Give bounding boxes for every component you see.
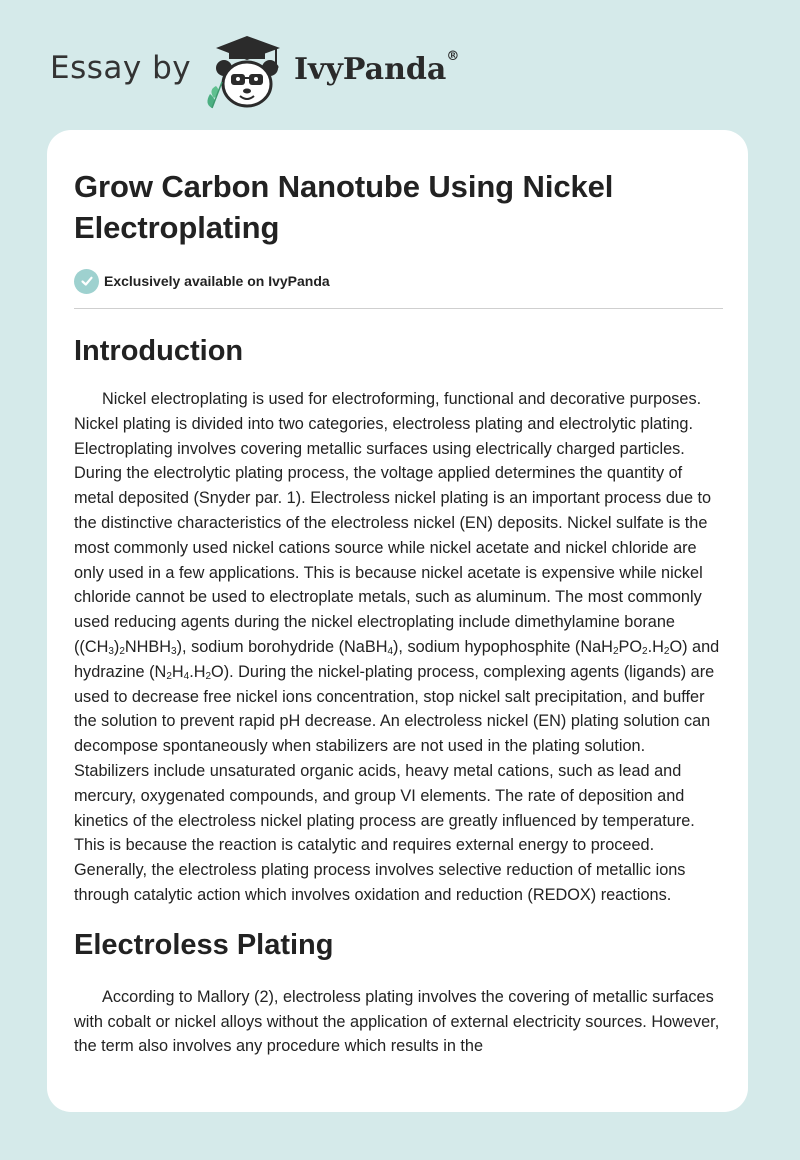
essay-by-label: Essay by [50, 50, 192, 86]
article-title: Grow Carbon Nanotube Using Nickel Electroplating [74, 169, 614, 245]
ivypanda-logo-icon[interactable] [202, 34, 292, 110]
article-card [47, 130, 748, 1112]
exclusive-badge [74, 268, 722, 294]
site-header [50, 30, 550, 110]
exclusive-text: Exclusively available on IvyPanda [104, 273, 330, 289]
divider [74, 308, 723, 309]
introduction-paragraph: Nickel electroplating is used for electroforming, functional and decorative purposes. Nickel plating is divided into two categories, electroless plating and electrolytic plating. Electroplating involves covering metallic surfaces using electrically charged particles. During the electrolytic plating process, the voltage applied determines the quantity of metal deposited (Snyder par. 1). Electroless nickel plating is an important process due to the distinctive characteristics of the electroless nickel (EN) deposits. Nickel sulfate is the most commonly used nickel cations source while nickel acetate and nickel chloride are only used in a few applications. This is because nickel acetate is expensive while nickel chloride cannot be used to electroplate metals, such as aluminum. The most commonly used reducing agents during the nickel electroplating include dimethylamine borane $((CH_3)_2NHBH_3)$, sodium borohydride (NaBH$_4$), sodium hypophosphite $(NaH_2PO_2.H_2O)$ and hydrazine $(N_2H_4.H_2O)$. During the nickel-plating process, complexing agents (ligands) are used to decrease free nickel ions concentration, stop nickel salt precipitation, and buffer the solution to prevent rapid pH decrease. An electroless nickel (EN) plating solution can decompose spontaneously when stabilizers are not used in the plating solution. Stabilizers include unsaturated organic acids, heavy metal cations, such as lead and mercury, oxygenated compounds, and group VI elements. The rate of deposition and kinetics of the electroless nickel plating process are greatly influenced by temperature. This is because the reaction is catalytic and requires external energy to proceed. Generally, the electroless plating process involves selective reduction of metallic ions through catalytic action which involves oxidation and reduction (REDOX) reactions. [74, 390, 720, 904]
checkmark-icon [74, 269, 99, 294]
section-heading-electroless-plating: Electroless Plating [74, 928, 334, 961]
section-heading-introduction: Introduction [74, 335, 244, 367]
brand-name[interactable]: IvyPanda® [294, 49, 460, 87]
electroless-paragraph: According to Mallory (2), electroless plating involves the covering of metallic surfaces with cobalt or nickel alloys without the application of external electricity sources. However, the term also involves any procedure which results in the [74, 987, 720, 1056]
registered-mark: ® [446, 49, 460, 64]
